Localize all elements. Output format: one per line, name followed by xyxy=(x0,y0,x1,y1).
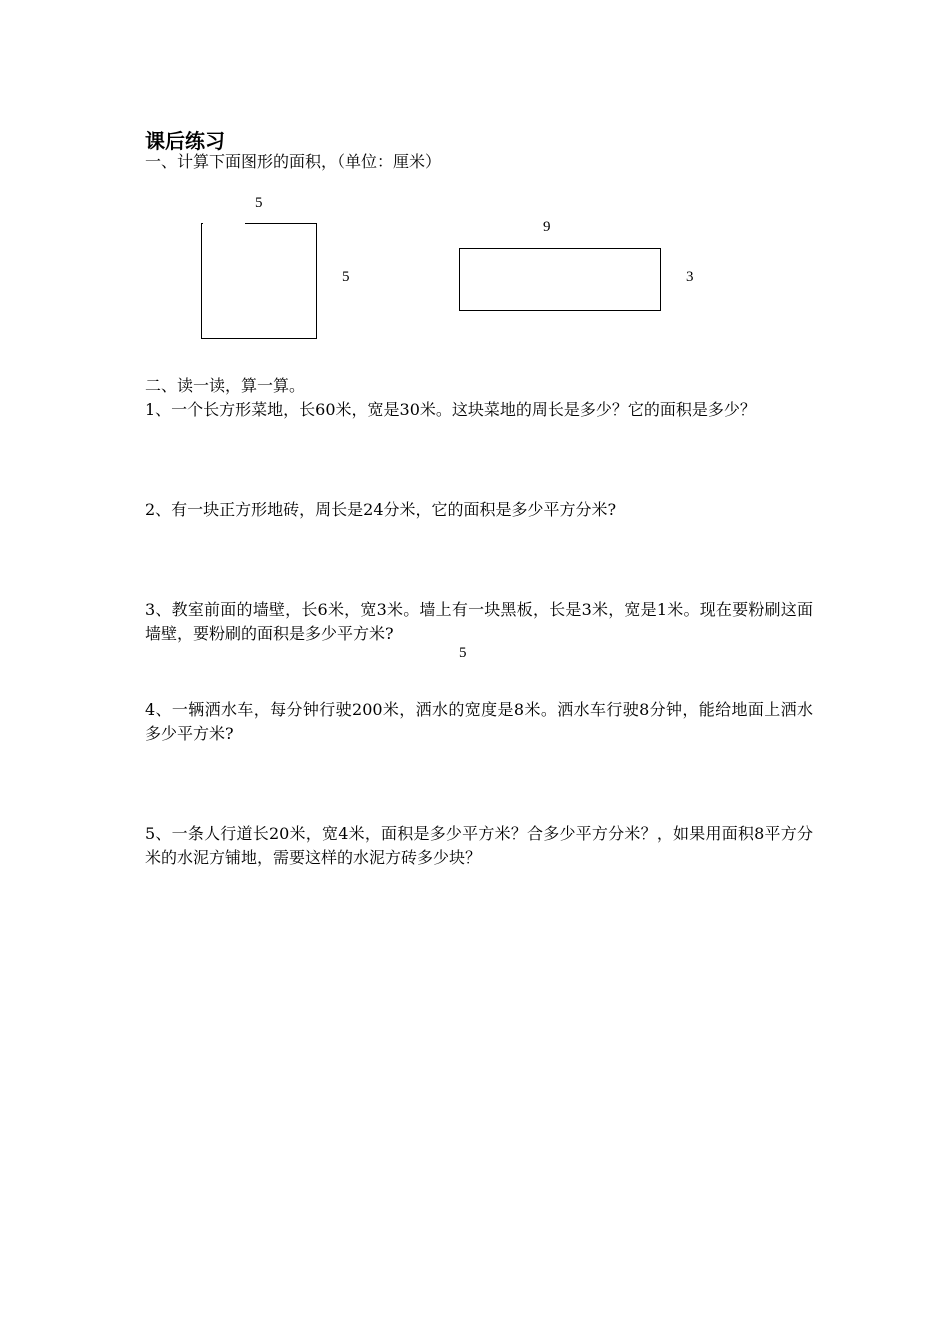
rectangle-side-label: 3 xyxy=(686,269,694,285)
page-title: 课后练习 xyxy=(145,129,225,153)
square-top-edge-gap xyxy=(203,222,245,224)
question-5: 5、一条人行道长20米，宽4米，面积是多少平方米？合多少平方分米？，如果用面积8平方分米的水泥方铺地，需要这样的水泥方砖多少块？ xyxy=(145,824,813,867)
stray-dimension-label: 5 xyxy=(459,645,467,661)
section2-heading: 二、读一读，算一算。 xyxy=(145,376,306,395)
rectangle-top-label: 9 xyxy=(543,219,551,235)
question-3: 3、教室前面的墙壁，长6米，宽3米。墙上有一块黑板，长是3米，宽是1米。现在要粉刷这面墙壁，要粉刷的面积是多少平方米? xyxy=(145,600,813,643)
question-2: 2、有一块正方形地砖，周长是24分米，它的面积是多少平方分米? xyxy=(145,500,617,519)
section1-heading: 一、计算下面图形的面积，（单位：厘米） xyxy=(145,152,442,171)
square-side-label: 5 xyxy=(342,269,350,285)
square-figure xyxy=(201,223,317,339)
rectangle-figure xyxy=(459,248,661,311)
question-1: 1、一个长方形菜地，长60米，宽是30米。这块菜地的周长是多少？它的面积是多少？ xyxy=(145,400,756,419)
square-top-label: 5 xyxy=(255,195,263,211)
question-4: 4、一辆洒水车，每分钟行驶200米，洒水的宽度是8米。洒水车行驶8分钟，能给地面上洒水多少平方米? xyxy=(145,700,813,743)
